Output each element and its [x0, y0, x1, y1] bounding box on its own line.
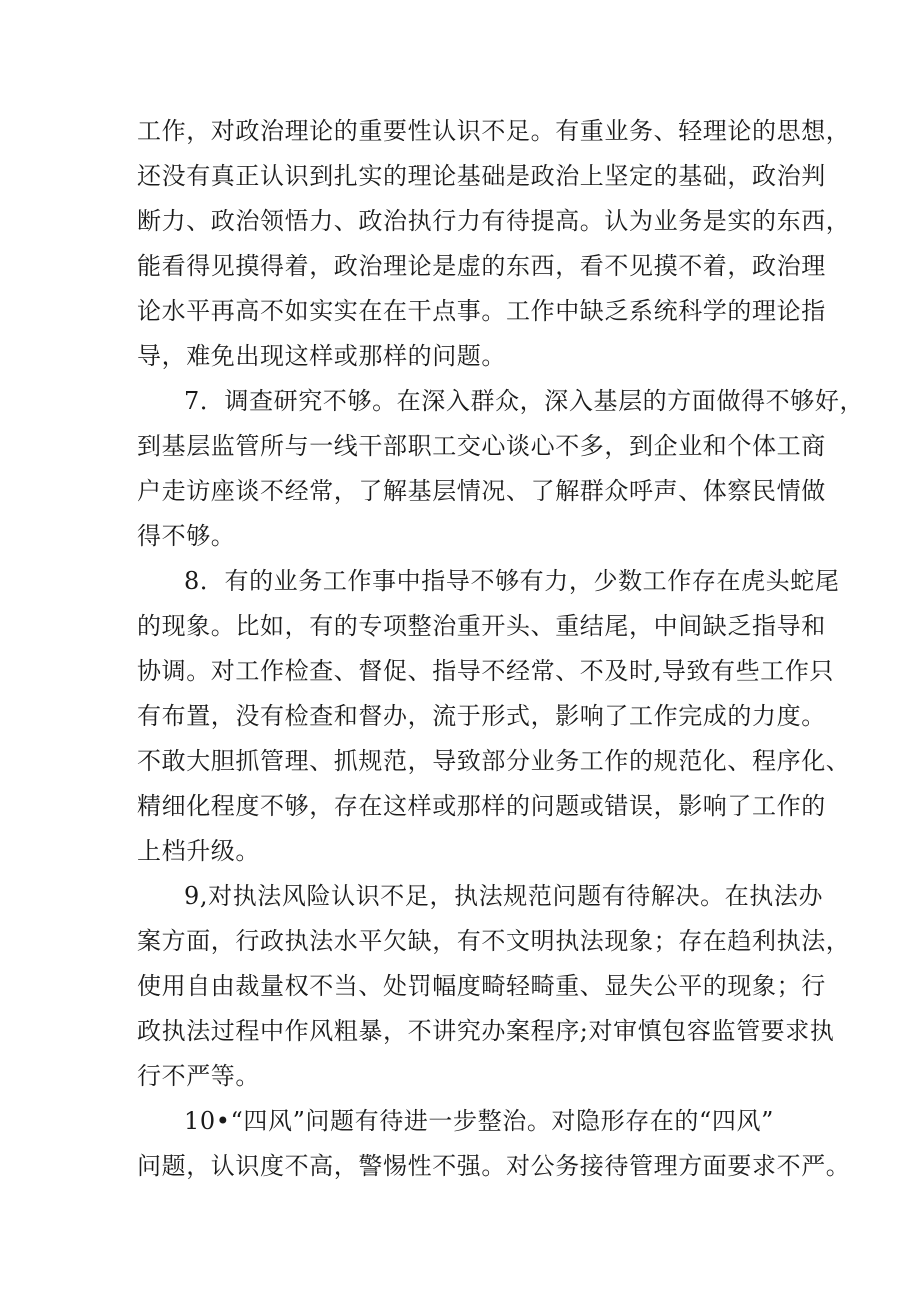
text-line: 导，难免出现这样或那样的问题。 [137, 342, 506, 370]
text-line: 到基层监管所与一线干部职工交心谈心不多，到企业和个体工商 [137, 432, 826, 460]
text-line: 论水平再高不如实实在在干点事。工作中缺乏系统科学的理论指 [137, 297, 826, 325]
text-line: 能看得见摸得着，政治理论是虚的东西，看不见摸不着，政治理 [137, 252, 826, 280]
text-line: 得不够。 [137, 522, 236, 550]
text-line: 案方面，行政执法水平欠缺，有不文明执法现象；存在趋利执法， [137, 927, 851, 955]
text-line: 还没有真正认识到扎实的理论基础是政治上坚定的基础，政治判 [137, 162, 826, 190]
text-line: 的现象。比如，有的专项整治重开头、重结尾，中间缺乏指导和 [137, 612, 826, 640]
text-line: 户走访座谈不经常，了解基层情况、了解群众呼声、体察民情做 [137, 477, 826, 505]
text-line: 政执法过程中作风粗暴，不讲究办案程序;对审慎包容监管要求执 [137, 1017, 835, 1045]
text-line: 问题，认识度不高，警惕性不强。对公务接待管理方面要求不严。 [137, 1152, 851, 1180]
text-line: 协调。对工作检查、督促、指导不经常、不及时,导致有些工作只 [137, 657, 835, 685]
text-line: 使用自由裁量权不当、处罚幅度畸轻畸重、显失公平的现象；行 [137, 972, 826, 1000]
text-line: 有布置，没有检查和督办，流于形式，影响了工作完成的力度。 [137, 702, 826, 730]
text-line: 断力、政治领悟力、政治执行力有待提高。认为业务是实的东西， [137, 207, 851, 235]
paragraph-9-heading-line: 9,对执法风险认识不足，执法规范问题有待解决。在执法办 [184, 882, 824, 910]
text-line: 行不严等。 [137, 1062, 260, 1090]
paragraph-10-heading-line: 10•“四风”问题有待进一步整治。对隐形存在的“四风” [184, 1107, 774, 1135]
text-line: 上档升级。 [137, 837, 260, 865]
text-line: 工作，对政治理论的重要性认识不足。有重业务、轻理论的思想， [137, 117, 851, 145]
text-line: 精细化程度不够，存在这样或那样的问题或错误，影响了工作的 [137, 792, 826, 820]
paragraph-8-heading-line: 8．有的业务工作事中指导不够有力，少数工作存在虎头蛇尾 [184, 567, 840, 595]
paragraph-7-heading-line: 7．调查研究不够。在深入群众，深入基层的方面做得不够好， [184, 387, 865, 415]
text-line: 不敢大胆抓管理、抓规范，导致部分业务工作的规范化、程序化、 [137, 747, 851, 775]
